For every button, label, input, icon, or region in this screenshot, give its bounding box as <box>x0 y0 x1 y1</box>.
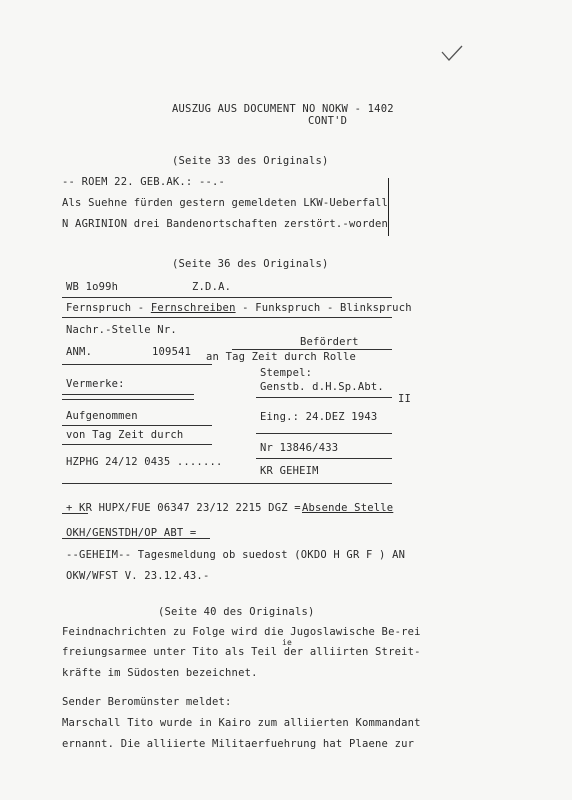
form-rule <box>62 425 212 426</box>
form-rule <box>62 513 88 514</box>
body-text-line: ernannt. Die alliierte Militaerfuehrung hat Plaene zur <box>62 738 415 750</box>
hzphg-line: HZPHG 24/12 0435 ....... <box>66 456 223 468</box>
checkmark-icon <box>440 44 464 64</box>
nr2-value: Nr 13846/433 <box>260 442 339 454</box>
form-rule <box>256 397 392 398</box>
form-rule <box>62 538 210 539</box>
mode-funkspruch: Funkspruch <box>255 302 321 314</box>
margin-bar <box>388 178 389 236</box>
anm-label: ANM. <box>66 346 93 358</box>
document-title: AUSZUG AUS DOCUMENT NO NOKW - 1402 <box>172 103 394 115</box>
body-text-line: Sender Beromünster meldet: <box>62 696 232 708</box>
form-rule <box>256 458 392 459</box>
mode-fernspruch: Fernspruch <box>66 302 132 314</box>
eingang-date: Eing.: 24.DEZ 1943 <box>260 411 378 423</box>
message-number: 109541 <box>152 346 192 358</box>
form-rule <box>232 349 392 350</box>
stempel-value: Genstb. d.H.Sp.Abt. <box>260 381 384 393</box>
mode-fernschreiben: Fernschreiben <box>150 302 236 314</box>
vermerke-label: Vermerke: <box>66 378 125 390</box>
form-rule <box>62 317 392 318</box>
section-heading: (Seite 36 des Originals) <box>172 258 329 270</box>
handwritten-correction: ie <box>282 638 293 647</box>
body-text-line: freiungsarmee unter Tito als Teil der alliirten Streit- <box>62 646 421 658</box>
von-row-labels: von Tag Zeit durch <box>66 429 184 441</box>
body-text-line: kräfte im Südosten bezeichnet. <box>62 667 258 679</box>
form-rule <box>62 394 194 395</box>
nachr-stelle-label: Nachr.-Stelle Nr. <box>66 324 177 336</box>
kr-geheim: KR GEHEIM <box>260 465 319 477</box>
kr-transmission-line: + KR HUPX/FUE 06347 23/12 2215 DGZ = <box>66 502 301 514</box>
aufgenommen-label: Aufgenommen <box>66 410 138 422</box>
absende-stelle: Absende Stelle <box>302 502 394 514</box>
wb-number: WB 1o99h <box>66 281 119 293</box>
transmission-modes: Fernspruch - Fernschreiben - Funkspruch - Blinkspruch <box>66 302 412 314</box>
code-line: -- ROEM 22. GEB.AK.: --.- <box>62 176 226 188</box>
form-rule <box>62 399 194 400</box>
zda-label: Z.D.A. <box>192 281 232 293</box>
stempel-label: Stempel: <box>260 367 313 379</box>
form-rule <box>62 364 212 365</box>
okw-line: OKW/WFST V. 23.12.43.- <box>66 570 210 582</box>
roman-numeral: II <box>398 393 412 405</box>
okh-line: OKH/GENSTDH/OP ABT = <box>66 527 197 539</box>
an-row-labels: an Tag Zeit durch Rolle <box>206 351 356 363</box>
document-subtitle: CONT'D <box>308 115 348 127</box>
body-text-line: Marschall Tito wurde in Kairo zum alliierten Kommandant <box>62 717 421 729</box>
section-heading: (Seite 33 des Originals) <box>172 155 329 167</box>
befoerdert-label: Befördert <box>300 336 359 348</box>
body-text-line: Als Suehne fürden gestern gemeldeten LKW-Ueberfall <box>62 197 389 209</box>
form-rule <box>256 433 392 434</box>
section-heading: (Seite 40 des Originals) <box>158 606 315 618</box>
form-rule <box>62 444 212 445</box>
geheim-line: --GEHEIM-- Tagesmeldung ob suedost (OKDO H GR F ) AN <box>66 549 406 561</box>
body-text-line: Feindnachrichten zu Folge wird die Jugoslawische Be-rei <box>62 626 421 638</box>
mode-blinkspruch: Blinkspruch <box>340 302 412 314</box>
form-rule <box>62 483 392 484</box>
form-rule <box>62 297 392 298</box>
body-text-line: N AGRINION drei Bandenortschaften zerstört.-worden <box>62 218 389 230</box>
